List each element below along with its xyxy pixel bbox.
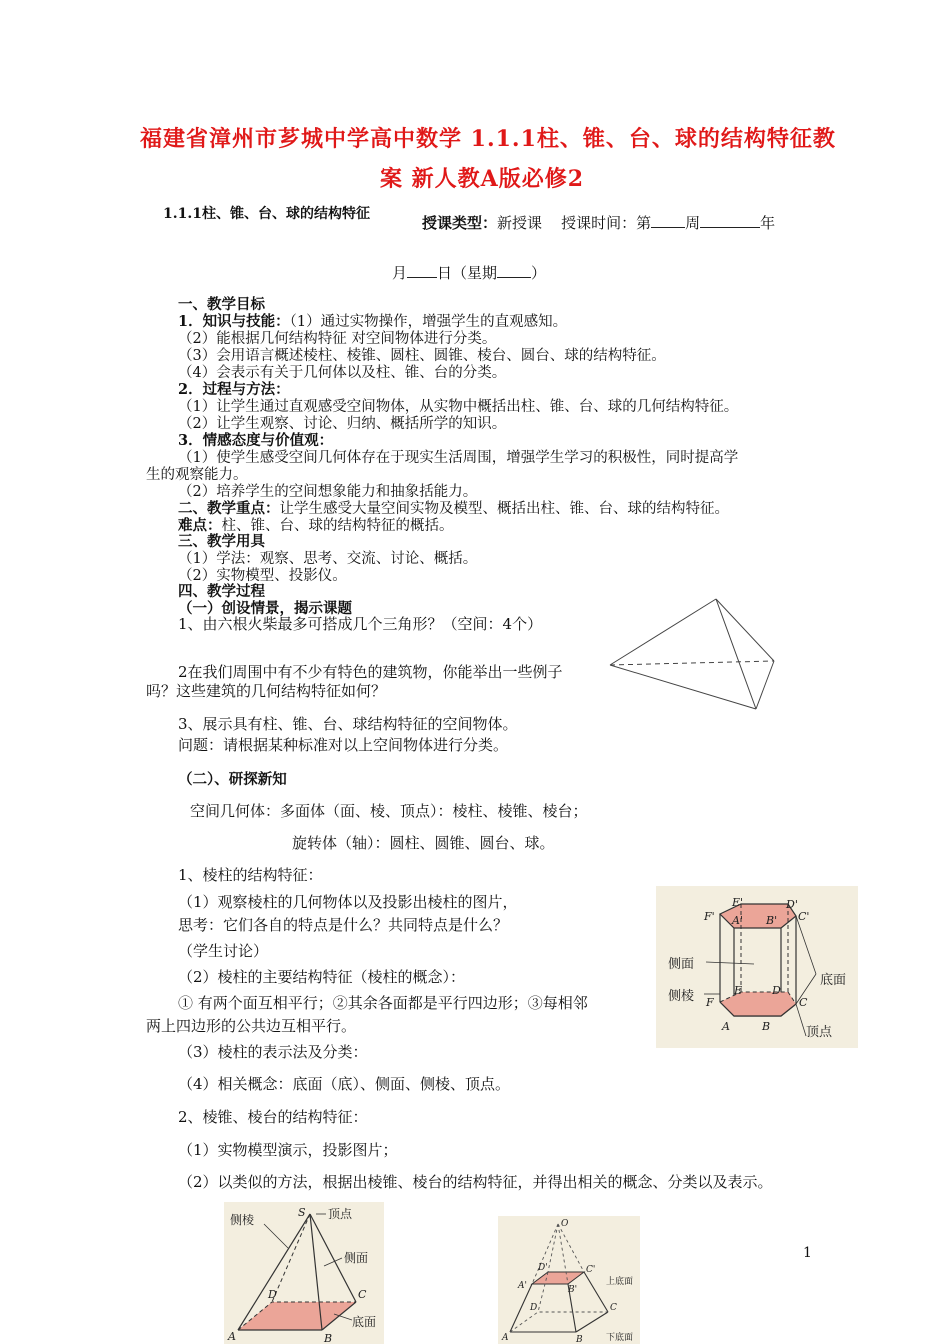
question-2b: 吗？这些建筑的几何结构特征如何？ <box>146 682 387 700</box>
prism-2: 思考：它们各自的特点是什么？共同特点是什么？ <box>178 916 509 934</box>
vertex-e-label: E <box>734 984 743 997</box>
day-blank <box>407 263 437 278</box>
vertex-b1-label: B' <box>568 1285 578 1295</box>
vertex-a-label: A <box>722 1020 730 1033</box>
vertex-c-label: C <box>610 1303 617 1313</box>
vertex-e1-label: E' <box>732 896 744 909</box>
vertex-a-label: A <box>502 1333 509 1343</box>
date-line <box>392 262 546 283</box>
prism-3: （学生讨论） <box>178 942 269 960</box>
pyramid-apex-label: 顶点 <box>328 1207 353 1221</box>
knowledge-3: （3）会用语言概述棱柱、棱锥、圆柱、圆锥、棱台、圆台、球的结构特征。 <box>178 348 666 364</box>
process-method-2: （2）让学生观察、讨论、归纳、概括所学的知识。 <box>178 416 507 432</box>
vertex-b1-label: B' <box>766 914 778 927</box>
vertex-d-label: D <box>530 1303 538 1313</box>
lesson-time-label: 授课时间：第 <box>561 214 652 232</box>
vertex-d-label: D <box>772 984 781 997</box>
week-label: 周 <box>685 214 701 232</box>
geometry-rotation: 旋转体（轴）：圆柱、圆锥、圆台、球。 <box>292 834 555 852</box>
tetra-edge <box>716 599 774 661</box>
goals-heading: 一、教学目标 <box>178 296 265 313</box>
tetra-edge <box>610 665 756 709</box>
prism-5b: 两上四边形的公共边互相平行。 <box>146 1017 357 1035</box>
prism-figure <box>656 886 858 1048</box>
prism-base-label: 底面 <box>820 973 847 988</box>
frustum-upper-label: 上底面 <box>606 1277 634 1287</box>
question-1: 1、由六根火柴最多可搭成几个三角形？（空间：4个） <box>178 615 543 633</box>
prism-4: （2）棱柱的主要结构特征（棱柱的概念）： <box>178 968 466 986</box>
tetra-edge <box>756 661 774 709</box>
frustum-lower-label: 下底面 <box>606 1333 634 1343</box>
geometry-polyhedra: 空间几何体：多面体（面、棱、顶点）：棱柱、棱锥、棱台； <box>190 802 588 820</box>
emotion-2: （2）培养学生的空间想象能力和抽象括能力。 <box>178 484 478 500</box>
pyramid-side-face-label: 侧面 <box>344 1251 369 1265</box>
day-label: 日（星期 <box>437 264 498 282</box>
lesson-type-label: 授课类型： <box>422 214 498 232</box>
prism-5a: ① 有两个面互相平行；②其余各面都是平行四边形；③每相邻 <box>178 994 588 1012</box>
prism-side-edge-label: 侧棱 <box>668 989 695 1004</box>
vertex-c-label: C <box>358 1288 367 1301</box>
week-blank <box>651 213 685 228</box>
vertex-a1-label: A' <box>518 1281 527 1291</box>
lesson-info <box>422 212 775 233</box>
pyramid-heading: 2、棱锥、棱台的结构特征： <box>178 1108 368 1126</box>
subsection-1: （一）创设情景，揭示课题 <box>178 600 352 617</box>
vertex-c1-label: C' <box>586 1265 596 1275</box>
question-3: 3、展示具有柱、锥、台、球结构特征的空间物体。 <box>178 715 518 733</box>
vertex-a-label: A <box>228 1330 236 1343</box>
paren-close: ） <box>531 264 547 282</box>
tools-1: （1）学法：观察、思考、交流、讨论、概括。 <box>178 551 478 567</box>
tetra-edge <box>716 599 756 709</box>
prism-vertex-label: 顶点 <box>806 1025 833 1040</box>
tetra-hidden-edge <box>610 661 774 665</box>
question-2a: 2在我们周围中有不少有特色的建筑物，你能举出一些例子 <box>178 663 563 681</box>
vertex-c-label: C <box>799 996 808 1009</box>
knowledge-label: 1．知识与技能： <box>178 313 290 330</box>
prism-6: （3）棱柱的表示法及分类： <box>178 1043 368 1061</box>
prism-heading: 1、棱柱的结构特征： <box>178 866 323 884</box>
month-label: 月 <box>392 264 408 282</box>
key-point-label: 二、教学重点： <box>178 500 280 517</box>
question-4: 问题：请根据某种标准对以上空间物体进行分类。 <box>178 736 509 754</box>
lesson-type-value: 新授课 <box>497 214 543 232</box>
pyramid-figure <box>224 1202 384 1344</box>
pyramid-base-label: 底面 <box>352 1315 377 1329</box>
vertex-b-label: B <box>762 1020 771 1033</box>
pyramid-1: （1）实物模型演示，投影图片； <box>178 1141 398 1159</box>
prism-7: （4）相关概念：底面（底）、侧面、侧棱、顶点。 <box>178 1075 511 1093</box>
difficulty-text: 柱、锥、台、球的结构特征的概括。 <box>221 518 454 534</box>
vertex-b-label: B <box>324 1332 333 1344</box>
year-blank <box>700 213 760 228</box>
vertex-f1-label: F' <box>704 910 715 923</box>
tetrahedron-figure <box>606 595 778 715</box>
vertex-o-label: O <box>561 1219 569 1229</box>
emotion-label: 3．情感态度与价值观： <box>178 432 334 449</box>
emotion-1b: 生的观察能力。 <box>146 467 248 483</box>
tools-2: （2）实物模型、投影仪。 <box>178 568 347 584</box>
prism-side-face-label: 侧面 <box>668 957 695 972</box>
process-method-1: （1）让学生通过直观感受空间物体，从实物中概括出柱、锥、台、球的几何结构特征。 <box>178 399 739 415</box>
vertex-d1-label: D' <box>786 898 798 911</box>
vertex-a1-label: A' <box>732 914 743 927</box>
vertex-d1-label: D' <box>538 1263 548 1273</box>
pyramid-2: （2）以类似的方法，根据出棱锥、棱台的结构特征，并得出相关的概念、分类以及表示。 <box>178 1173 773 1191</box>
section-heading: 1.1.1柱、锥、台、球的结构特征 <box>163 206 370 222</box>
difficulty-label: 难点： <box>178 517 222 534</box>
vertex-s-label: S <box>298 1206 306 1219</box>
doc-title-line2: 案 新人教A版必修2 <box>380 166 585 192</box>
knowledge-4: （4）会表示有关于几何体以及柱、锥、台的分类。 <box>178 365 507 381</box>
frustum-figure <box>498 1216 640 1344</box>
prism-1: （1）观察棱柱的几何物体以及投影出棱柱的图片， <box>178 893 518 911</box>
vertex-f-label: F <box>706 996 714 1009</box>
vertex-d-label: D <box>268 1288 277 1301</box>
doc-title-line1: 福建省漳州市芗城中学高中数学 1.1.1柱、锥、台、球的结构特征教 <box>140 126 836 152</box>
emotion-1a: （1）使学生感受空间几何体存在于现实生活周围，增强学生学习的积极性，同时提高学 <box>178 450 739 466</box>
vertex-b-label: B <box>576 1335 583 1344</box>
process-heading: 四、教学过程 <box>178 583 265 600</box>
knowledge-1: （1）通过实物操作，增强学生的直观感知。 <box>289 314 568 330</box>
tetra-edge <box>610 599 716 665</box>
page-number: 1 <box>803 1245 812 1261</box>
knowledge-2: （2）能根据几何结构特征 对空间物体进行分类。 <box>178 331 497 347</box>
tools-heading: 三、教学用具 <box>178 533 265 550</box>
year-label: 年 <box>760 214 776 232</box>
pyramid-side-edge-label: 侧棱 <box>230 1213 255 1227</box>
key-point-text: 让学生感受大量空间实物及模型、概括出柱、锥、台、球的结构特征。 <box>279 501 729 517</box>
process-method-label: 2．过程与方法： <box>178 381 290 398</box>
subsection-2: （二）、研探新知 <box>178 771 287 788</box>
vertex-c1-label: C' <box>798 910 810 923</box>
weekday-blank <box>497 263 531 278</box>
